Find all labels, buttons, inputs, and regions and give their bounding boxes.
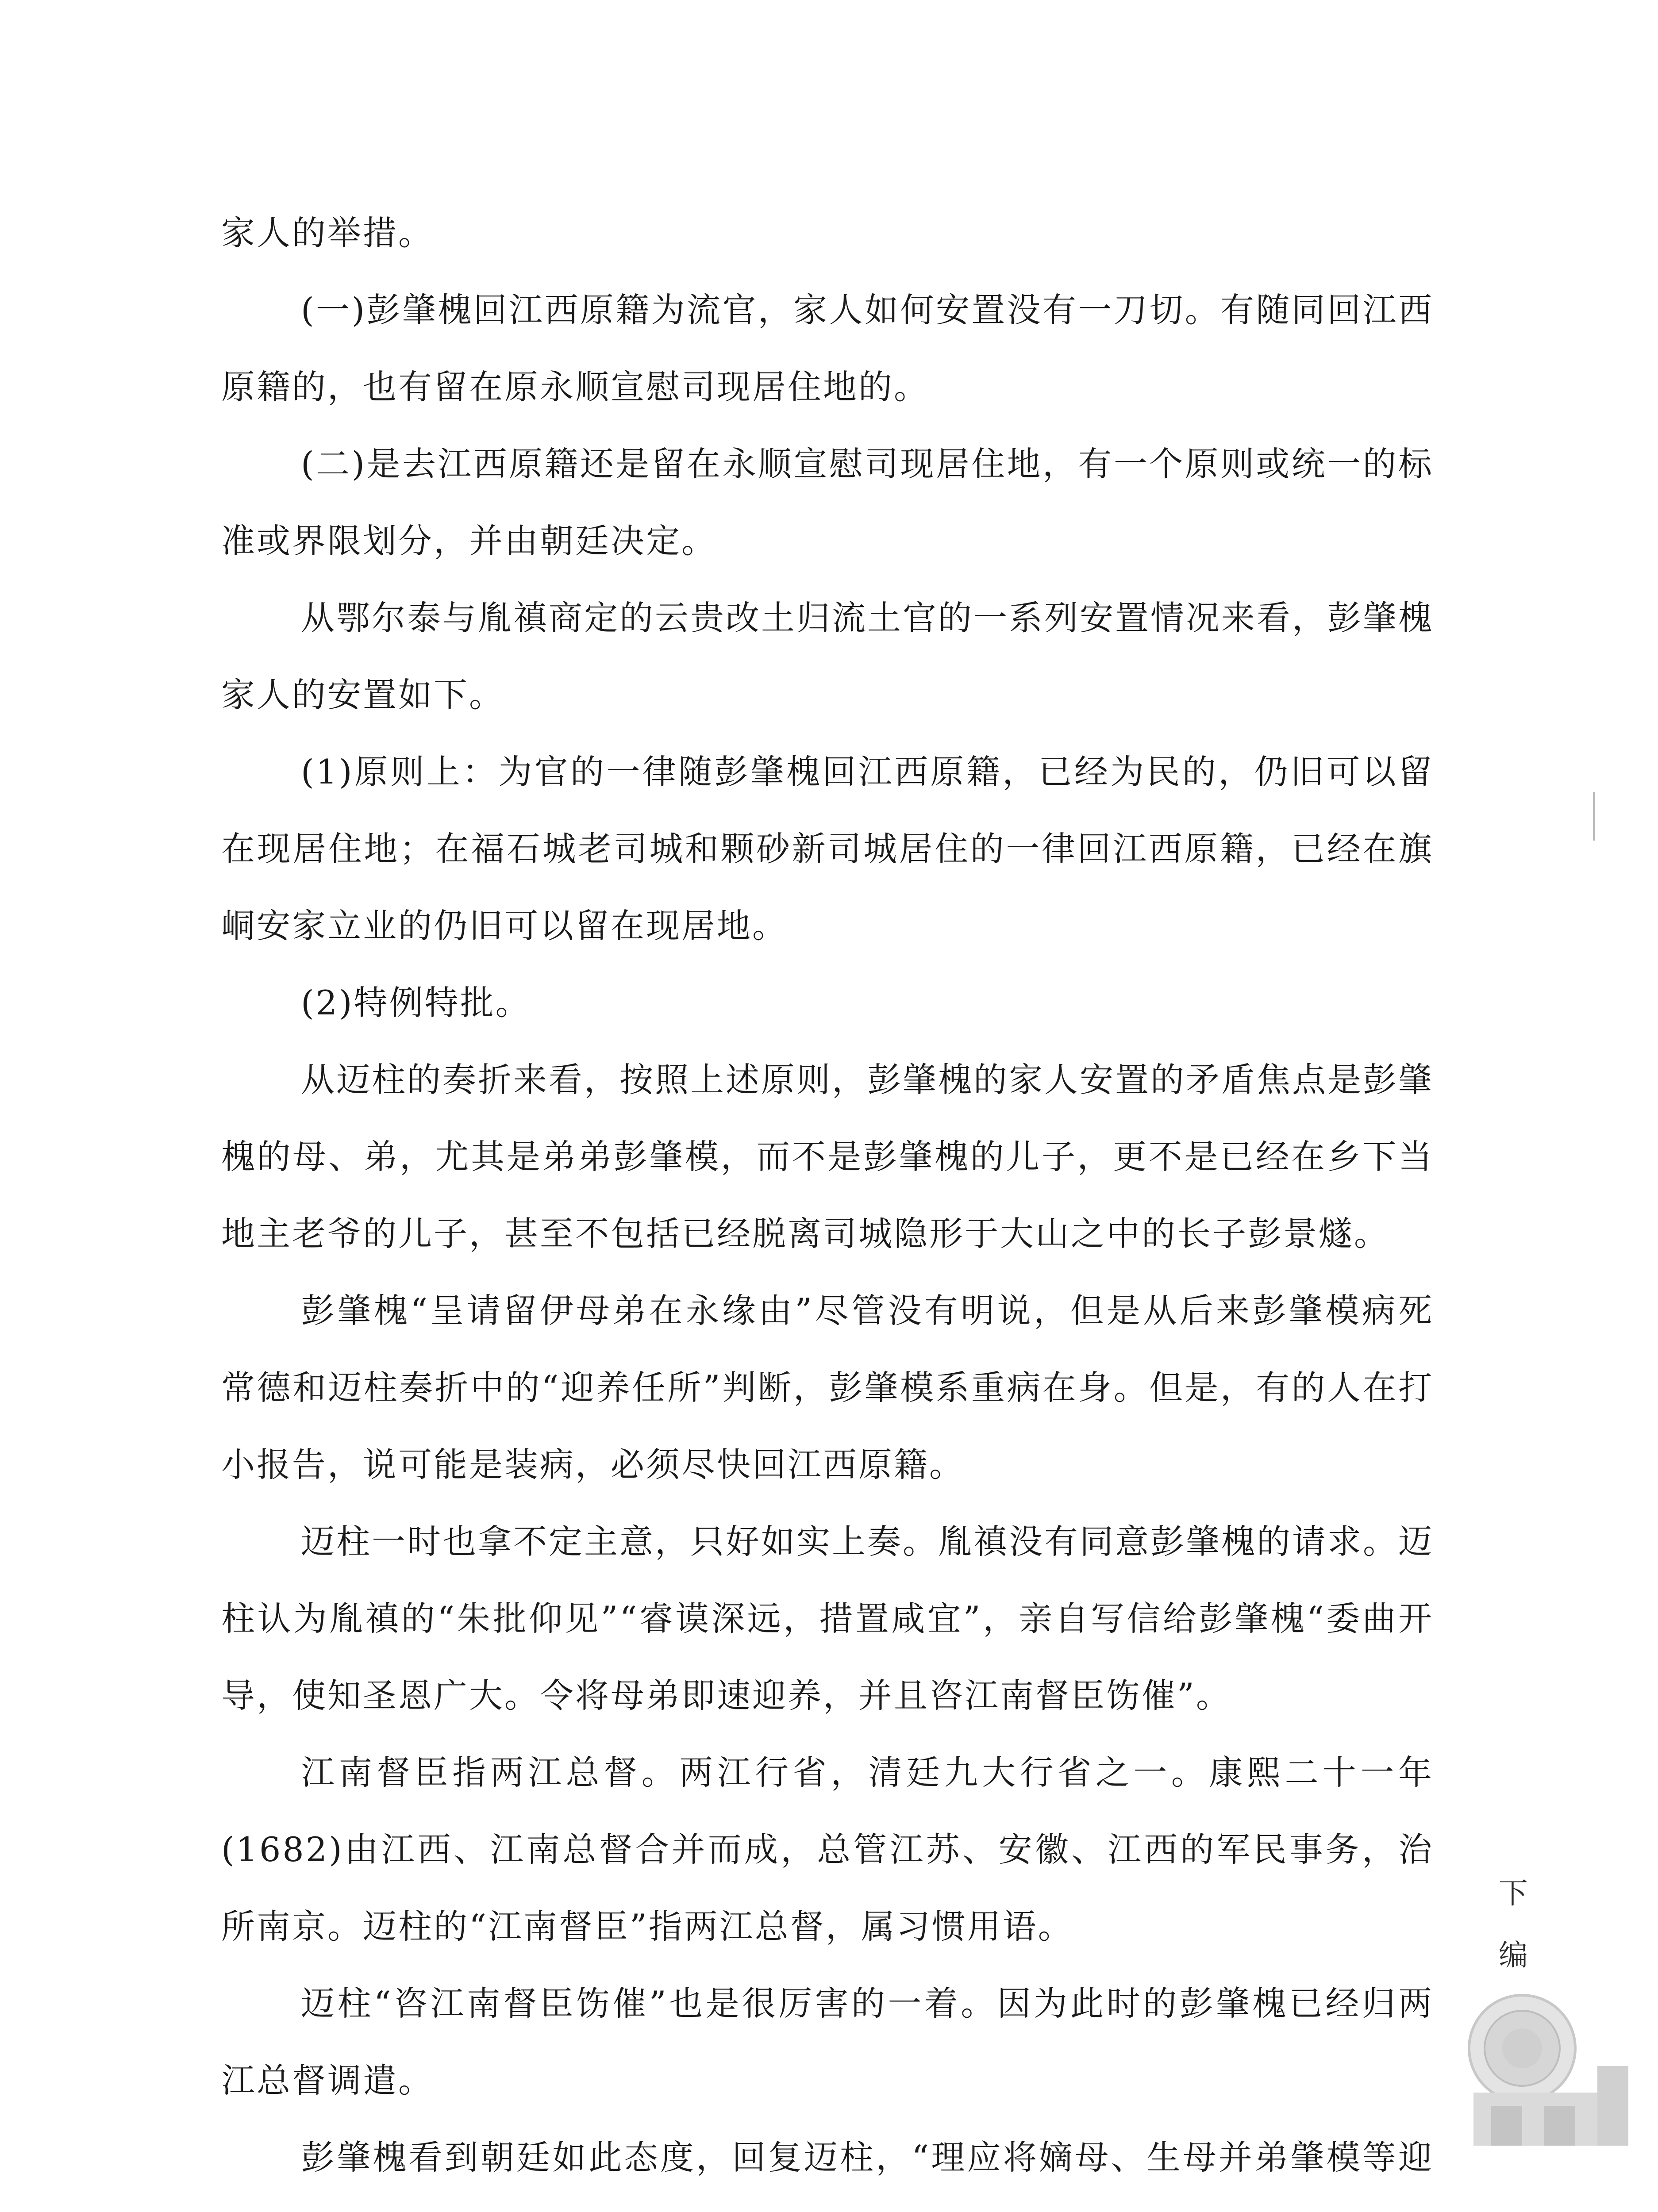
paragraph-8: 彭肇槐“呈请留伊母弟在永缘由”尽管没有明说，但是从后来彭肇模病死常德和迈柱奏折中的“迎养任所”判断，彭肇模系重病在身。但是，有的人在打小报告，说可能是装病，必须尽快回江西原籍。 xyxy=(221,1291,1434,1484)
margin-mark xyxy=(1593,792,1595,841)
section-tab xyxy=(1493,1863,1533,1986)
paragraph-4: 从鄂尔泰与胤禛商定的云贵改土归流土官的一系列安置情况来看，彭肇槐家人的安置如下。 xyxy=(221,598,1434,714)
paragraph-12: 彭肇槐看到朝廷如此态度，回复迈柱，“理应将嫡母、生母并弟肇模等迎 xyxy=(301,2138,1434,2177)
paragraph-1: 家人的举措。 xyxy=(221,213,434,253)
paragraph-7: 从迈柱的奏折来看，按照上述原则，彭肇槐的家人安置的矛盾焦点是彭肇槐的母、弟，尤其是弟弟彭肇模，而不是彭肇槐的儿子，更不是已经在乡下当地主老爷的儿子，甚至不包括已经脱离司城隐形于大山之中的长子彭景燧。 xyxy=(221,1060,1434,1253)
section-tab-char-1: 下 xyxy=(1499,1876,1528,1910)
paragraph-2: (一)彭肇槐回江西原籍为流官，家人如何安置没有一刀切。有随同回江西原籍的，也有留在原永顺宣慰司现居住地的。 xyxy=(221,290,1434,407)
paragraph-9: 迈柱一时也拿不定主意，只好如实上奏。胤禛没有同意彭肇槐的请求。迈柱认为胤禛的“朱批仰见”“睿谟深远，措置咸宜”，亲自写信给彭肇槐“委曲开导，使知圣恩广大。令将母弟即速迎养，并且咨江南督臣饬催”。 xyxy=(221,1522,1434,1715)
paragraph-10: 江南督臣指两江总督。两江行省，清廷九大行省之一。康熙二十一年(1682)由江西、江南总督合并而成，总管江苏、安徽、江西的军民事务，治所南京。迈柱的“江南督臣”指两江总督，属习惯用语。 xyxy=(221,1753,1434,1946)
section-tab-char-2: 编 xyxy=(1499,1938,1528,1972)
paragraph-3: (二)是去江西原籍还是留在永顺宣慰司现居住地，有一个原则或统一的标准或界限划分，并由朝廷决定。 xyxy=(221,444,1434,561)
paragraph-6: (2)特例特批。 xyxy=(301,983,531,1022)
decorative-ornament-icon xyxy=(1456,1982,1633,2159)
paragraph-11: 迈柱“咨江南督臣饬催”也是很厉害的一着。因为此时的彭肇槐已经归两江总督调遣。 xyxy=(221,1984,1434,2100)
paragraph-5: (1)原则上：为官的一律随彭肇槐回江西原籍，已经为民的，仍旧可以留在现居住地；在福石城老司城和颗砂新司城居住的一律回江西原籍，已经在旗峒安家立业的仍旧可以留在现居地。 xyxy=(221,752,1434,945)
body-text xyxy=(221,195,1434,2212)
